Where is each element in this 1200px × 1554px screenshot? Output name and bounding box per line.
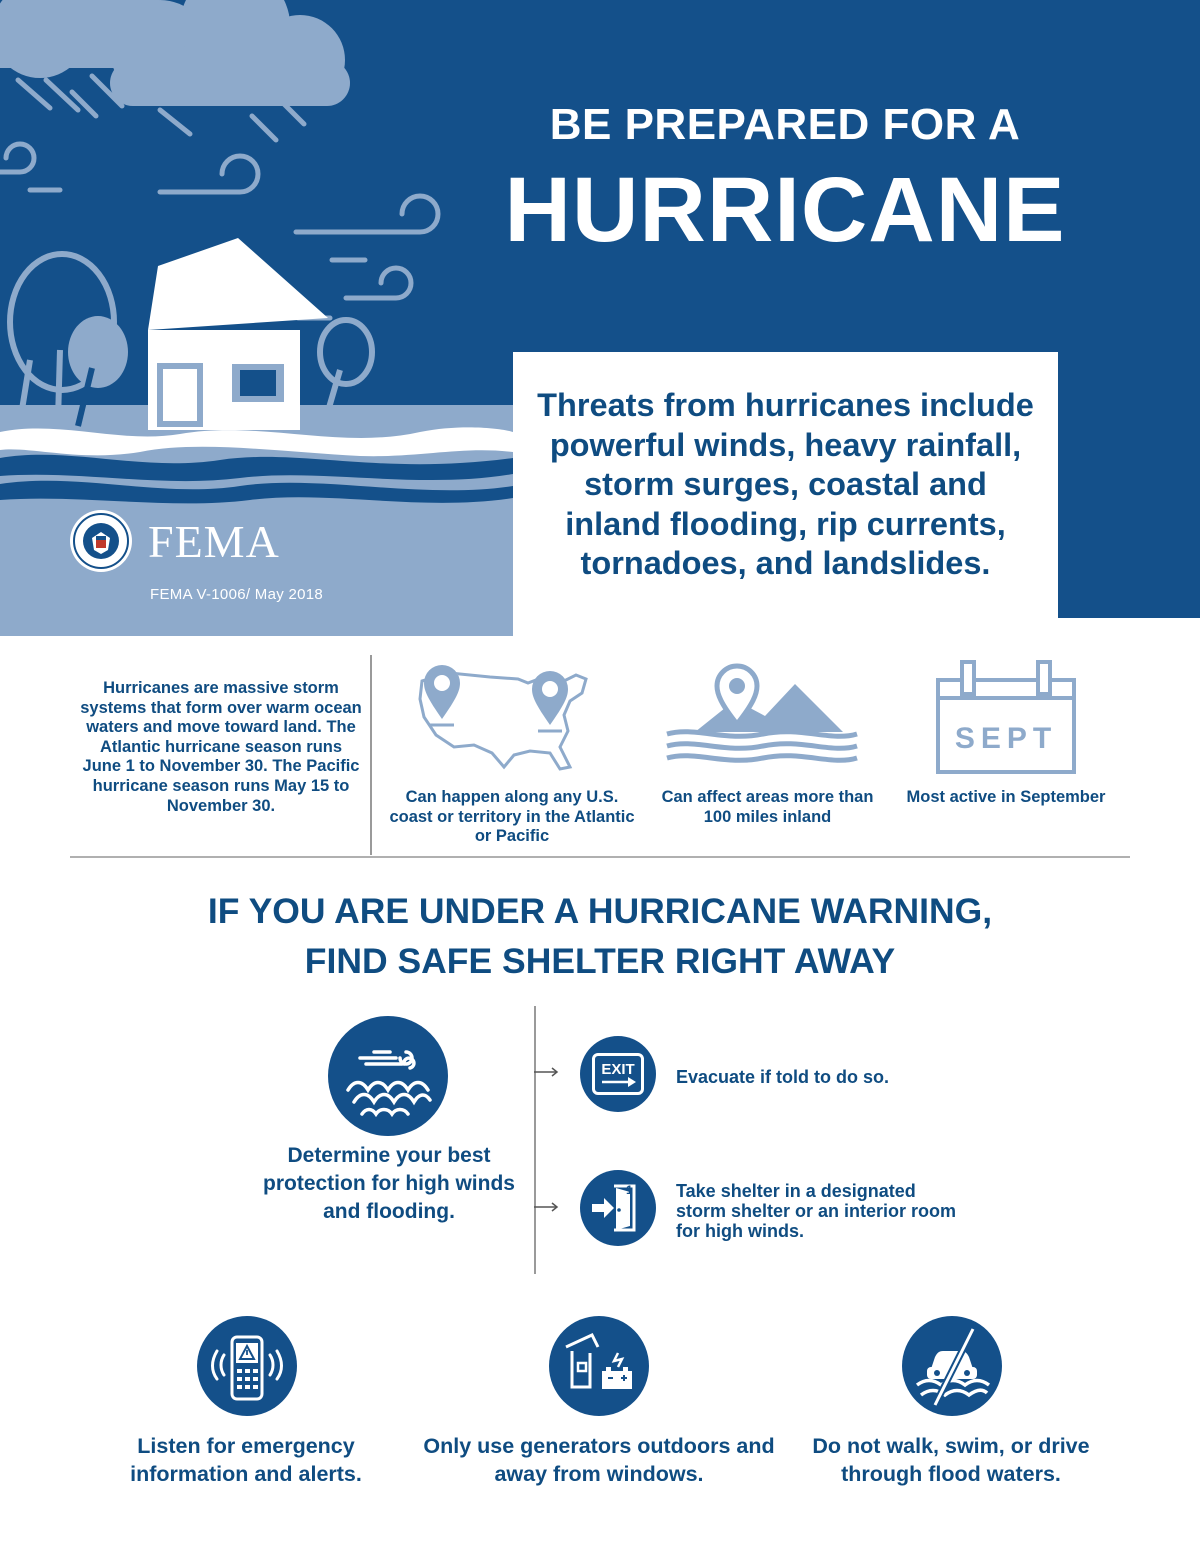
hero-banner [0, 0, 1200, 636]
fact-caption-september: Most active in September [906, 788, 1106, 806]
us-map-pins-icon [410, 655, 600, 780]
calendar-month-text: SEPT [954, 722, 1058, 755]
no-car-flood-icon [902, 1316, 1002, 1416]
inland-pin-icon [667, 666, 857, 760]
title-line-1: BE PREPARED FOR A [549, 100, 1021, 149]
steps-divider [534, 1006, 536, 1274]
fema-wordmark: FEMA [148, 515, 280, 567]
flood-waters-text: Do not walk, swim, or drive through flood waters. [812, 1434, 1090, 1486]
take-shelter-text: Take shelter in a designated storm shelter or an interior room for high winds. [676, 1181, 957, 1241]
warning-title-line-1: IF YOU ARE UNDER A HURRICANE WARNING, [207, 891, 993, 931]
generator-icon [549, 1316, 649, 1416]
arrow-right-icon [534, 1202, 560, 1212]
title-line-2: HURRICANE [504, 159, 1066, 261]
calendar-icon [935, 658, 1077, 776]
arrow-right-icon [534, 1067, 560, 1077]
listen-alerts-text: Listen for emergency information and alerts. [130, 1434, 362, 1486]
generators-text: Only use generators outdoors and away from windows. [423, 1434, 775, 1486]
shelter-door-icon [580, 1170, 656, 1246]
hero-bottom-strip [513, 618, 1200, 636]
fact-caption-coast: Can happen along any U.S. coast or territory in the Atlantic or Pacific [389, 788, 635, 846]
threats-box [513, 352, 1058, 618]
evacuate-text: Evacuate if told to do so. [676, 1067, 890, 1087]
warning-title [0, 886, 1200, 986]
season-description: Hurricanes are massive storm systems that form over warm ocean waters and move toward land. The Atlantic hurricane season runs June 1 to November 30. The Pacific hurricane season runs May 15 to November 30. [80, 679, 362, 815]
section-divider [70, 856, 1130, 858]
exit-sign-icon [580, 1036, 656, 1112]
door-number: 1 [626, 1183, 633, 1197]
wind-waves-icon [328, 1016, 448, 1136]
determine-protection-text: Determine your best protection for high winds and flooding. [263, 1144, 515, 1223]
facts-divider [370, 655, 372, 855]
fema-logo [70, 510, 280, 572]
dhs-seal-icon [70, 510, 132, 572]
warning-title-line-2: FIND SAFE SHELTER RIGHT AWAY [304, 941, 896, 981]
fact-caption-inland: Can affect areas more than 100 miles inland [661, 788, 874, 826]
exit-label: EXIT [601, 1060, 635, 1078]
publication-code: FEMA V-1006/ May 2018 [150, 586, 324, 603]
threats-text: Threats from hurricanes include powerful winds, heavy rainfall, storm surges, coastal and inland flooding, rip currents, tornadoes, and landslides. [537, 387, 1034, 582]
phone-alert-icon [197, 1316, 297, 1416]
